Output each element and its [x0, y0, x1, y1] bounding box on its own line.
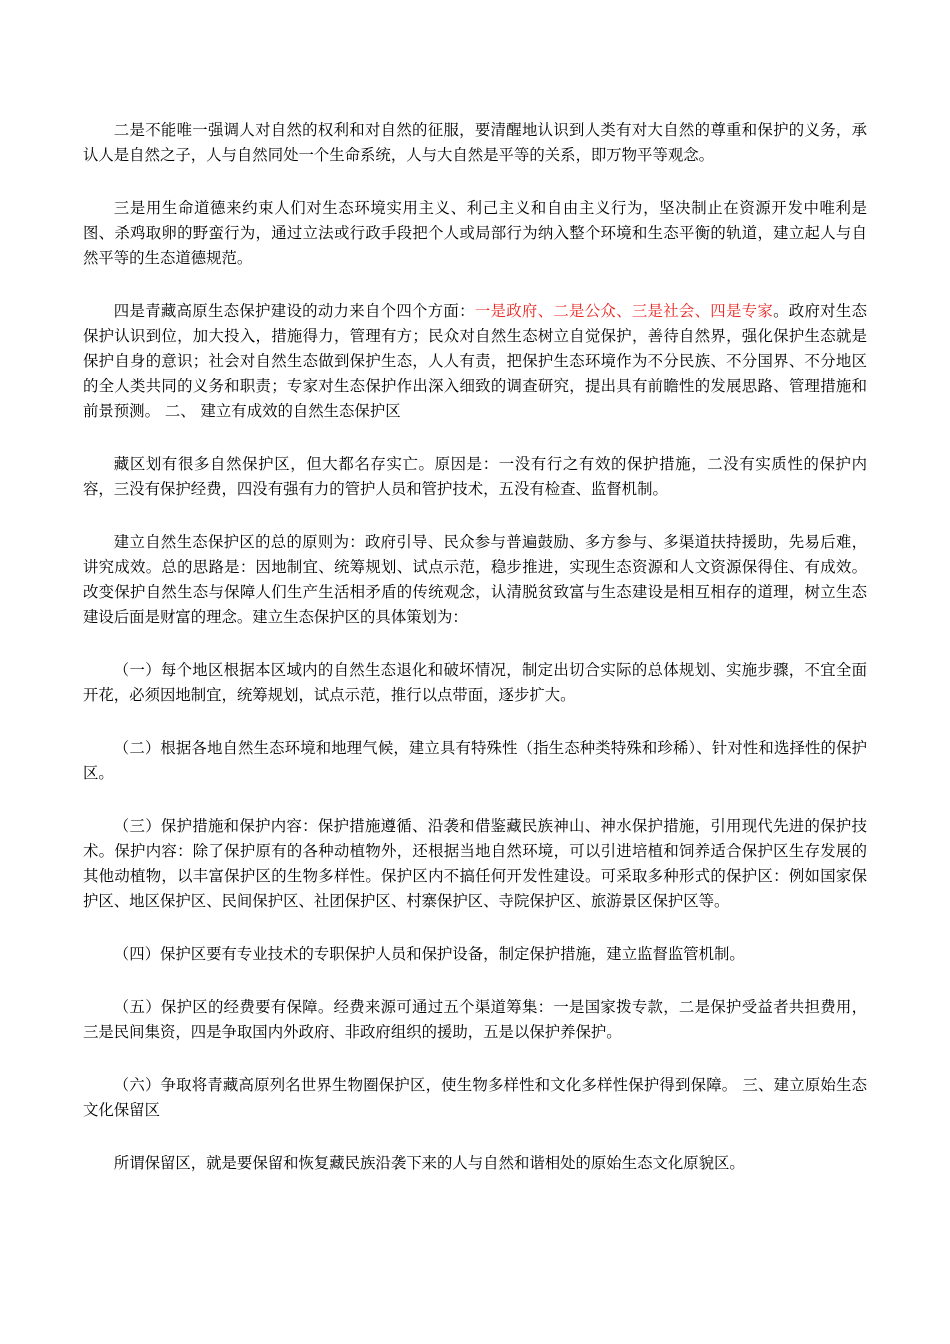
paragraph-2: 二是不能唯一强调人对自然的权利和对自然的征服，要清醒地认识到人类有对大自然的尊重和保护的义务，承认人是自然之子，人与自然同处一个生命系统，人与大自然是平等的关系，即万物平等观念。 — [83, 121, 867, 164]
paragraph-item-1: （一）每个地区根据本区域内的自然生态退化和破坏情况，制定出切合实际的总体规划、实施步骤，不宜全面开花，必须因地制宜，统筹规划，试点示范，推行以点带面，逐步扩大。 — [83, 661, 867, 704]
paragraph-item-4: （四）保护区要有专业技术的专职保护人员和保护设备，制定保护措施，建立监督监管机制。 — [113, 945, 745, 963]
paragraph-item-2: （二）根据各地自然生态环境和地理气候，建立具有特殊性（指生态种类特殊和珍稀）、针对性和选择性的保护区。 — [83, 739, 867, 782]
highlighted-four-forces: 一是政府、二是公众、三是社会、四是专家 — [474, 302, 774, 320]
paragraph-4 — [83, 299, 867, 424]
paragraph-3: 三是用生命道德来约束人们对生态环境实用主义、利己主义和自由主义行为，坚决制止在资源开发中唯利是图、杀鸡取卵的野蛮行为，通过立法或行政手段把个人或局部行为纳入整个环境和生态平衡的轨道，建立起人与自然平等的生态道德规范。 — [83, 199, 867, 267]
paragraph-item-3: （三）保护措施和保护内容：保护措施遵循、沿袭和借鉴藏民族神山、神水保护措施，引用现代先进的保护技术。保护内容：除了保护原有的各种动植物外，还根据当地自然环境，可以引进培植和饲养适合保护区生存发展的其他动植物，以丰富保护区的生物多样性。保护区内不搞任何开发性建设。可采取多种形式的保护区：例如国家保护区、地区保护区、民间保护区、社团保护区、村寨保护区、寺院保护区、旅游景区保护区等。 — [83, 817, 867, 910]
paragraph-reservation-area: 所谓保留区，就是要保留和恢复藏民族沿袭下来的人与自然和谐相处的原始生态文化原貌区。 — [113, 1154, 745, 1172]
document-page — [83, 118, 867, 1204]
paragraph-item-6: （六）争取将青藏高原列名世界生物圈保护区，使生物多样性和文化多样性保护得到保障。 三、建立原始生态文化保留区 — [83, 1076, 867, 1119]
paragraph-reserves-status: 藏区划有很多自然保护区，但大都名存实亡。原因是：一没有行之有效的保护措施，二没有实质性的保护内容，三没有保护经费，四没有强有力的管护人员和管护技术，五没有检查、监督机制。 — [83, 455, 867, 498]
paragraph-4-rest: 。政府对生态保护认识到位，加大投入，措施得力，管理有方；民众对自然生态树立自觉保护，善待自然界，强化保护生态就是保护自身的意识；社会对自然生态做到保护生态，人人有责，把保护生态环境作为不分民族、不分国界、不分地区的全人类共同的义务和职责；专家对生态保护作出深入细致的调查研究，提出具有前瞻性的发展思路、管理措施和前景预测。 二、 建立有成效的自然生态保护区 — [83, 302, 867, 420]
paragraph-4-lead: 四是青藏高原生态保护建设的动力来自个四个方面： — [113, 302, 475, 320]
paragraph-principles: 建立自然生态保护区的总的原则为：政府引导、民众参与普遍鼓励、多方参与、多渠道扶持援助，先易后难，讲究成效。总的思路是：因地制宜、统筹规划、试点示范，稳步推进，实现生态资源和人文资源保得住、有成效。改变保护自然生态与保障人们生产生活相矛盾的传统观念，认清脱贫致富与生态建设是相互相存的道理，树立生态建设后面是财富的理念。建立生态保护区的具体策划为： — [83, 533, 867, 626]
paragraph-item-5: （五）保护区的经费要有保障。经费来源可通过五个渠道筹集：一是国家拨专款，二是保护受益者共担费用，三是民间集资，四是争取国内外政府、非政府组织的援助，五是以保护养保护。 — [83, 998, 867, 1041]
